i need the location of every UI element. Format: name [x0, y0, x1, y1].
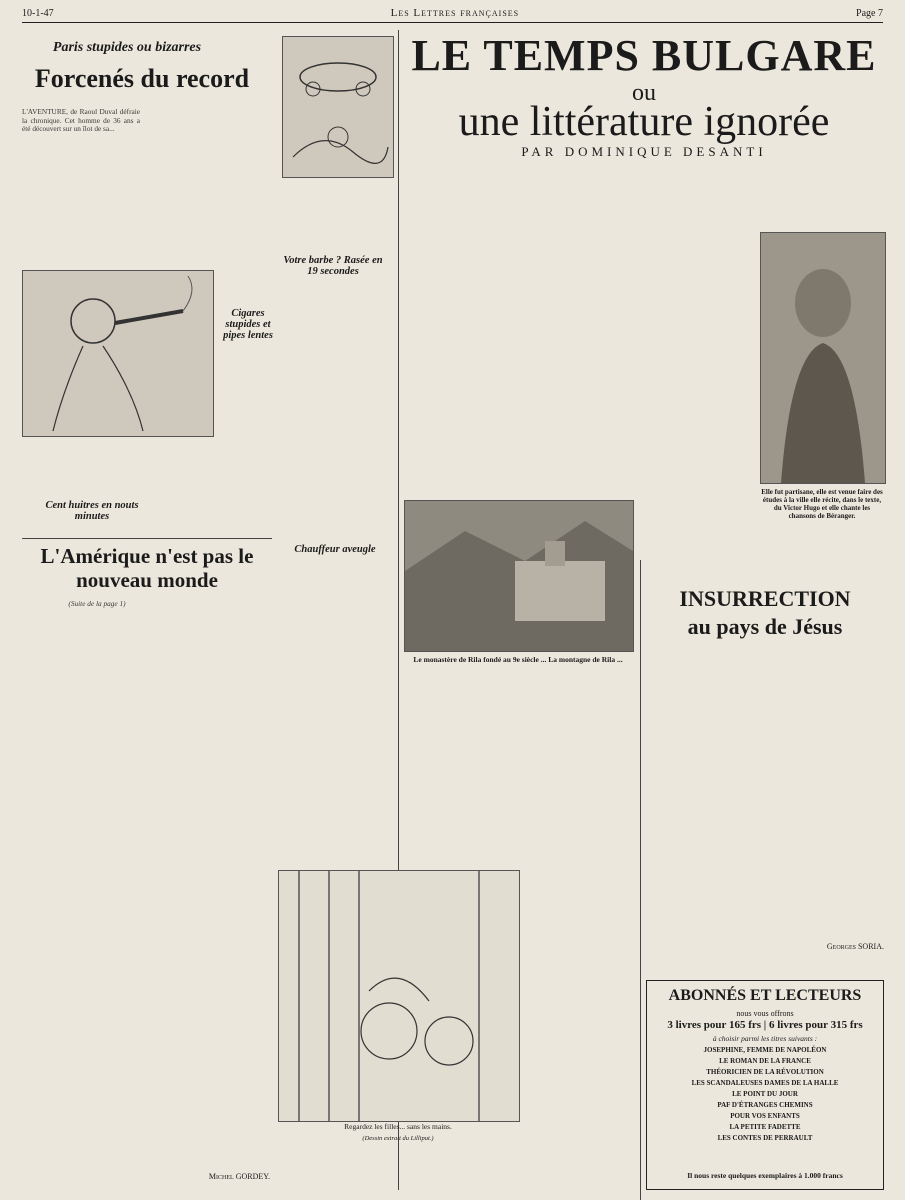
subscribers-line1: nous vous offrons — [736, 1009, 794, 1018]
left-top-article — [22, 30, 392, 550]
rila-monastery-photo — [404, 500, 634, 652]
subscribers-choice: à choisir parmi les titres suivants : — [712, 1034, 818, 1043]
insurrection-col-2 — [768, 648, 884, 938]
book-item: LA PETITE FADETTE — [729, 1123, 801, 1131]
book-item: LE POINT DU JOUR — [732, 1090, 798, 1098]
subhead-cigares: Cigares stupides et pipes lentes — [223, 308, 273, 341]
book-item: PAF D'ÉTRANGES CHEMINS — [717, 1101, 813, 1109]
bulgare-title-block — [404, 30, 884, 160]
insurrection-divider — [640, 560, 641, 1200]
insurrection-col-1 — [646, 648, 760, 958]
bulgare-lower-cols — [404, 680, 644, 880]
subscribers-box — [646, 980, 884, 1190]
header-rule — [22, 22, 883, 23]
bulgare-col-1 — [404, 168, 516, 538]
subscribers-offer: 3 livres pour 165 frs | 6 livres pour 315 frs — [667, 1019, 863, 1031]
bulgare-col-4 — [760, 168, 884, 228]
subhead-chauffeur: Chauffeur aveugle — [294, 544, 376, 555]
car-illustration — [282, 36, 394, 178]
article-headline: Forcenés du record — [34, 64, 250, 93]
book-item: POUR VOS ENFANTS — [730, 1112, 800, 1120]
bicycle-caption: Regardez les filles... sans les mains. — [344, 1122, 452, 1131]
header-publication: Les Lettres françaises — [390, 7, 520, 19]
amerique-headline: L'Amérique n'est pas le nouveau monde — [40, 544, 254, 592]
left-divider — [22, 538, 272, 539]
header-date: 10-1-47 — [22, 7, 54, 19]
amerique-col-2 — [150, 544, 270, 1164]
amerique-author: Michel GORDEY. — [208, 1172, 270, 1181]
subhead-barbe: Votre barbe ? Rasée en 19 secondes — [283, 255, 383, 277]
bicycle-drawing — [278, 870, 520, 1122]
page-header — [22, 6, 883, 20]
bulgare-lower-col-1 — [404, 680, 516, 860]
article-kicker: Paris stupides ou bizarres — [52, 40, 202, 55]
rila-caption: Le monastère de Rila fondé au 9e siècle ... La montagne de Rila ... — [413, 655, 623, 664]
portrait-caption: Elle fut partisane, elle est venue faire des études à la ville elle récite, dans le texte, du Victor Hugo et elle chante les chansons de Béranger. — [761, 488, 883, 520]
left-bottom-article — [22, 544, 272, 1194]
bulgare-bottom-col — [522, 870, 634, 1190]
smoker-illustration — [22, 270, 214, 437]
insurrection-article — [646, 580, 884, 970]
book-item: LES SCANDALEUSES DAMES DE LA HALLE — [691, 1079, 839, 1087]
article-col-4 — [274, 285, 392, 550]
bulgarian-woman-photo — [760, 232, 886, 484]
amerique-continued: (Suite de la page 1) — [68, 600, 126, 608]
subscribers-footer: Il nous reste quelques exemplaires à 1.000 francs — [687, 1171, 843, 1180]
book-item: JOSEPHINE, FEMME DE NAPOLÉON — [703, 1046, 827, 1054]
insurrection-headline-2: au pays de Jésus — [687, 614, 843, 639]
insurrection-author: Georges SORIA. — [826, 942, 884, 951]
bulgare-lower-col-2 — [522, 680, 634, 860]
bulgare-headline-ou: ou — [632, 80, 656, 106]
article-col-3 — [146, 440, 266, 540]
bicycle-note: (Dessin extrait du Lilliput.) — [362, 1135, 434, 1142]
bulgare-col-3 — [640, 168, 752, 638]
article-col-2 — [146, 108, 266, 258]
bulgare-headline-1: LE TEMPS BULGARE — [411, 31, 877, 80]
bulgare-headline-2: une littérature ignorée — [458, 99, 830, 145]
amerique-col-1 — [22, 612, 142, 1192]
books-list — [653, 1045, 877, 1144]
bulgare-col-2 — [522, 168, 634, 538]
book-item: LES CONTES DE PERRAULT — [717, 1134, 813, 1142]
subscribers-title: ABONNÉS ET LECTEURS — [668, 987, 862, 1004]
bulgare-byline: PAR DOMINIQUE DESANTI — [521, 144, 767, 159]
header-page: Page 7 — [856, 7, 883, 19]
book-item: THÉORICIEN DE LA RÉVOLUTION — [706, 1068, 824, 1076]
book-item: LE ROMAN DE LA FRANCE — [719, 1057, 811, 1065]
insurrection-headline-1: INSURRECTION — [679, 586, 851, 611]
article-intro-text: L'AVENTURE, de Raoul Duval défraie la chronique. Cet homme de 36 ans a été découvert sur un îlot de sa... — [22, 108, 140, 134]
subhead-huitres: Cent huitres en nouts minutes — [45, 500, 139, 522]
